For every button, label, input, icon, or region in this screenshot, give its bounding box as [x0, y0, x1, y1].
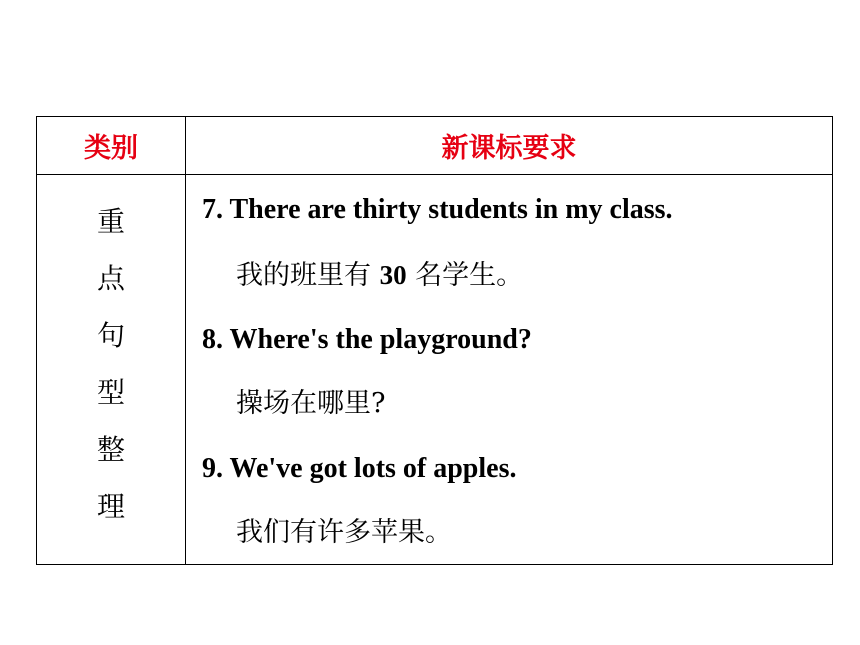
category-char: 整	[96, 433, 125, 466]
category-char: 理	[96, 490, 125, 523]
header-category: 类别	[84, 132, 138, 164]
sentence-chinese: 操场在哪里?	[236, 388, 386, 419]
header-requirement: 新课标要求	[441, 132, 577, 164]
sentence-chinese-part: 名学生。	[406, 260, 524, 291]
category-char: 型	[96, 376, 125, 409]
content-cell	[186, 175, 832, 564]
category-char: 重	[96, 205, 125, 238]
sentence-english: 8. Where's the playground?	[202, 324, 532, 355]
sentence-chinese	[236, 258, 523, 293]
category-char: 句	[96, 319, 125, 352]
table-header-row	[37, 117, 832, 175]
category-char: 点	[96, 262, 125, 295]
sentence-chinese-part: 我的班里有	[236, 260, 380, 291]
sentence-chinese: 我们有许多苹果。	[236, 517, 452, 548]
category-cell	[37, 175, 185, 564]
sentence-chinese-number: 30	[379, 260, 407, 290]
sentence-table	[36, 116, 833, 565]
sentence-english: 9. We've got lots of apples.	[202, 453, 517, 484]
sentence-english: 7. There are thirty students in my class.	[202, 194, 673, 225]
